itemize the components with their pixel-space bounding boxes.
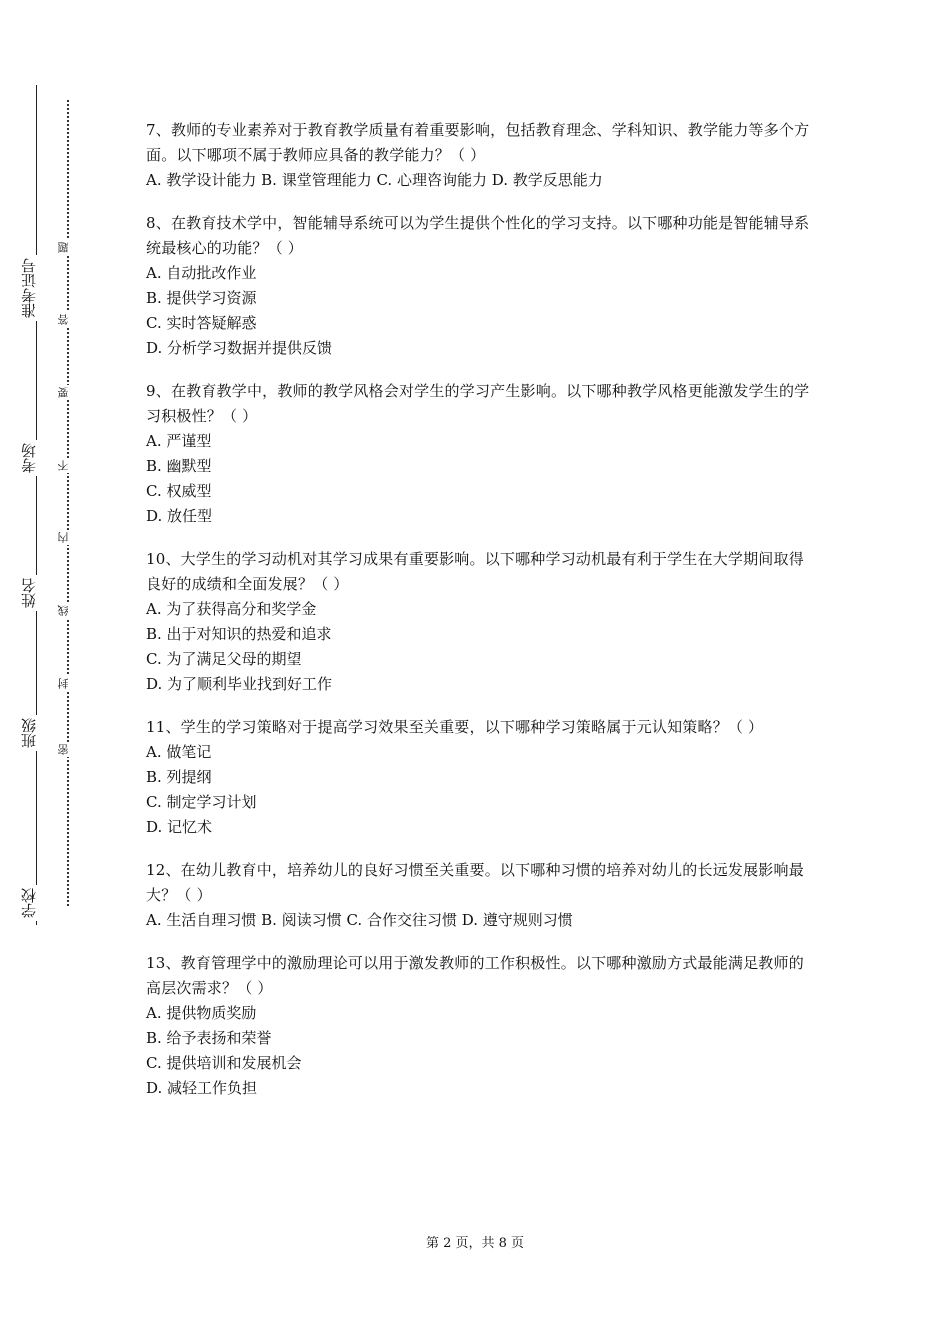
seal-char-xian: 线 <box>58 603 78 618</box>
question-7 <box>146 118 816 193</box>
option-a: A. 严谨型 <box>146 432 212 450</box>
question-stem: 9、在教育教学中，教师的教学风格会对学生的学习产生影响。以下哪种教学风格更能激发学生的学习积极性？（ ） <box>146 382 810 425</box>
option-c: C. 制定学习计划 <box>146 793 257 811</box>
option-b: B. 幽默型 <box>146 457 212 475</box>
option-b: B. 给予表扬和荣誉 <box>146 1029 272 1047</box>
option-c: C. 权威型 <box>146 482 212 500</box>
question-options-inline: A. 生活自理习惯 B. 阅读习惯 C. 合作交往习惯 D. 遵守规则习惯 <box>146 911 573 929</box>
option-d: D. 放任型 <box>146 507 213 525</box>
option-b: B. 出于对知识的热爱和追求 <box>146 625 332 643</box>
field-exam-room: 考场 <box>22 440 52 476</box>
question-9 <box>146 379 816 529</box>
seal-char-da: 答 <box>58 312 78 327</box>
seal-char-yao: 要 <box>58 385 78 400</box>
question-11 <box>146 715 816 840</box>
option-c: C. 为了满足父母的期望 <box>146 650 302 668</box>
question-options-inline: A. 教学设计能力 B. 课堂管理能力 C. 心理咨询能力 D. 教学反思能力 <box>146 171 603 189</box>
option-a: A. 为了获得高分和奖学金 <box>146 600 317 618</box>
option-d: D. 减轻工作负担 <box>146 1079 258 1097</box>
question-stem: 12、在幼儿教育中，培养幼儿的良好习惯至关重要。以下哪种习惯的培养对幼儿的长远发展影响最大？（ ） <box>146 861 804 904</box>
binding-solid-line <box>36 85 37 925</box>
seal-dotted-line <box>67 100 69 906</box>
seal-char-ti: 题 <box>58 240 78 255</box>
field-exam-number: 准考证号 <box>22 255 52 321</box>
option-a: A. 做笔记 <box>146 743 212 761</box>
seal-char-nei: 内 <box>58 530 78 545</box>
field-name: 姓名 <box>22 575 52 611</box>
question-8 <box>146 211 816 361</box>
question-stem: 13、教育管理学中的激励理论可以用于激发教师的工作积极性。以下哪种激励方式最能满足教师的高层次需求？（ ） <box>146 954 804 997</box>
question-stem: 11、学生的学习策略对于提高学习效果至关重要，以下哪种学习策略属于元认知策略？（ ） <box>146 718 764 736</box>
option-a: A. 提供物质奖励 <box>146 1004 257 1022</box>
seal-char-bu: 不 <box>58 458 78 473</box>
page-footer: 第 2 页，共 8 页 <box>425 1236 525 1251</box>
question-stem: 10、大学生的学习动机对其学习成果有重要影响。以下哪种学习动机最有利于学生在大学期间取得良好的成绩和全面发展？（ ） <box>146 550 804 593</box>
binding-strip <box>0 0 90 1344</box>
question-stem: 7、教师的专业素养对于教育教学质量有着重要影响，包括教育理念、学科知识、教学能力等多个方面。以下哪项不属于教师应具备的教学能力？（ ） <box>146 121 810 164</box>
question-10 <box>146 547 816 697</box>
question-13 <box>146 951 816 1101</box>
field-school: 学校 <box>22 885 52 921</box>
seal-char-mi: 密 <box>58 742 78 757</box>
question-12 <box>146 858 816 933</box>
option-b: B. 提供学习资源 <box>146 289 257 307</box>
seal-char-feng: 封 <box>58 676 78 691</box>
question-stem: 8、在教育技术学中，智能辅导系统可以为学生提供个性化的学习支持。以下哪种功能是智能辅导系统最核心的功能？（ ） <box>146 214 810 257</box>
field-class: 班级 <box>22 715 52 751</box>
option-c: C. 提供培训和发展机会 <box>146 1054 302 1072</box>
option-d: D. 分析学习数据并提供反馈 <box>146 339 333 357</box>
question-list <box>146 118 816 1119</box>
option-c: C. 实时答疑解惑 <box>146 314 257 332</box>
option-b: B. 列提纲 <box>146 768 212 786</box>
option-d: D. 为了顺利毕业找到好工作 <box>146 675 333 693</box>
option-a: A. 自动批改作业 <box>146 264 257 282</box>
option-d: D. 记忆术 <box>146 818 213 836</box>
